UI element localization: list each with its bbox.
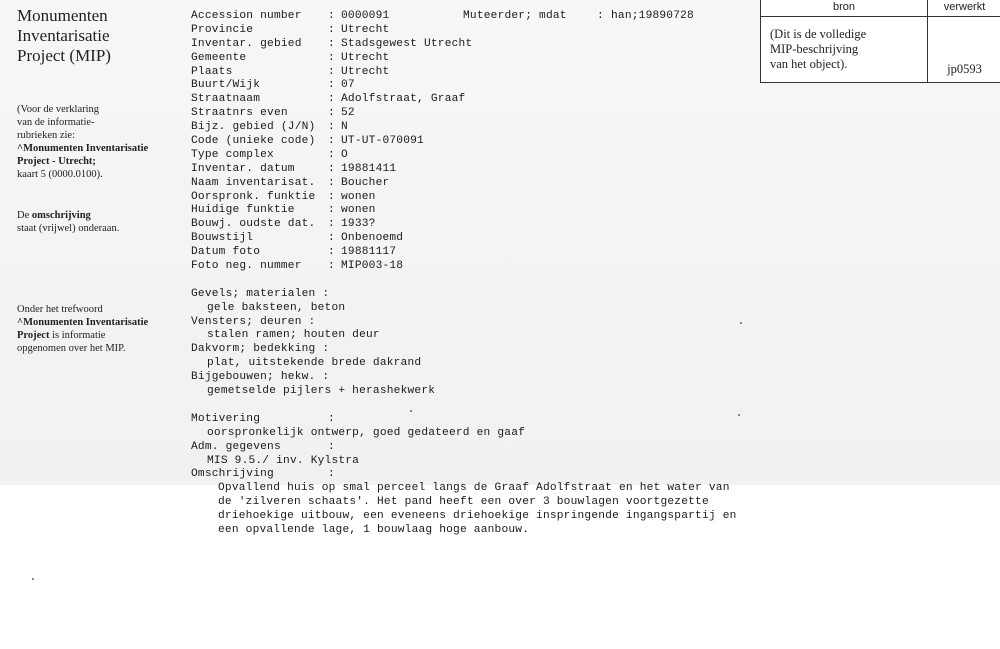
- field-label: Inventar. gebied: [191, 37, 302, 50]
- note-keyword-bold: omschrijving: [31, 210, 91, 221]
- record-fields: [191, 10, 761, 538]
- field-label: Accession number: [191, 10, 302, 22]
- field-label: Oorspronk. funktie: [191, 190, 316, 203]
- field-label: Plaats: [191, 65, 233, 78]
- field-row: [191, 38, 761, 52]
- scan-speck: [740, 322, 742, 324]
- muteerder-label: Muteerder; mdat: [463, 10, 567, 22]
- field-value: O: [341, 148, 348, 161]
- field-row: [191, 107, 761, 121]
- bron-header: bron: [832, 1, 856, 13]
- muteerder-value: han;19890728: [611, 10, 694, 22]
- field-colon: :: [328, 260, 335, 273]
- sidebar-title-line: Monumenten: [17, 6, 108, 25]
- field-label: Inventar. datum: [191, 162, 295, 175]
- material-label: Bijgebouwen; hekw. :: [191, 371, 330, 384]
- field-label: Datum foto: [191, 246, 261, 259]
- bron-text-line: (Dit is de volledige: [770, 27, 867, 41]
- field-row: [191, 121, 761, 135]
- motivering-label: Motivering: [191, 412, 261, 425]
- field-colon: :: [328, 107, 335, 120]
- sidebar-title-line: Inventarisatie: [17, 26, 110, 45]
- field-value: N: [341, 121, 348, 134]
- field-row: [191, 52, 761, 66]
- scan-speck: [738, 414, 740, 416]
- field-row: [191, 177, 761, 191]
- field-value: UT-UT-070091: [341, 135, 424, 148]
- sidebar-note-description: [17, 209, 182, 235]
- field-label: Code (unieke code): [191, 135, 316, 148]
- field-label: Bijz. gebied (J/N): [191, 121, 316, 134]
- field-label: Provincie: [191, 23, 254, 36]
- field-value: 0000091: [341, 10, 390, 22]
- material-label: Vensters; deuren :: [191, 315, 316, 328]
- field-row: [191, 191, 761, 205]
- field-row: [191, 10, 761, 24]
- motivering-value: oorspronkelijk ontwerp, goed gedateerd en gaaf: [207, 426, 526, 439]
- field-colon: :: [328, 162, 335, 175]
- field-row: [191, 204, 761, 218]
- field-colon: :: [328, 232, 335, 245]
- material-value: gele baksteen, beton: [207, 301, 346, 314]
- materials-list: [191, 288, 761, 399]
- note-line: (Voor de verklaring: [17, 104, 100, 115]
- field-row: [191, 24, 761, 38]
- sidebar-note-explanation: [17, 103, 182, 181]
- field-label: Gemeente: [191, 51, 247, 64]
- note-line: rubrieken zie:: [17, 130, 76, 141]
- field-label: Bouwj. oudste dat.: [191, 218, 316, 231]
- verwerkt-header: verwerkt: [943, 1, 986, 13]
- omschrijving-label: Omschrijving: [191, 468, 274, 481]
- field-row: [191, 135, 761, 149]
- note-line: kaart 5 (0000.0100).: [17, 169, 103, 180]
- adm-label: Adm. gegevens: [191, 440, 281, 453]
- field-colon: :: [328, 204, 335, 217]
- bron-table-header: [761, 0, 1000, 17]
- omschrijving-line: Opvallend huis op smal perceel langs de Graaf Adolfstraat en het water van: [218, 482, 730, 495]
- note-line: Onder het trefwoord: [17, 304, 103, 315]
- sidebar: [0, 0, 180, 485]
- field-colon: :: [328, 148, 335, 161]
- field-value: wonen: [341, 204, 376, 217]
- note-reference-bold: Project: [17, 330, 50, 341]
- field-colon: :: [328, 79, 335, 92]
- field-list: [191, 10, 761, 274]
- field-value: 1933?: [341, 218, 376, 231]
- field-colon: :: [597, 10, 604, 22]
- field-colon: :: [328, 190, 335, 203]
- field-colon: :: [328, 93, 335, 106]
- field-row: [191, 232, 761, 246]
- bron-text-line: van het object).: [770, 57, 848, 71]
- field-colon: :: [328, 51, 335, 64]
- material-value: stalen ramen; houten deur: [207, 329, 380, 342]
- field-colon: :: [328, 246, 335, 259]
- omschrijving-line: een opvallende lage, 1 bouwlaag hoge aanbouw.: [218, 523, 530, 536]
- field-row: [191, 260, 761, 274]
- field-label: Straatnaam: [191, 93, 261, 106]
- adm-field: [191, 441, 761, 455]
- field-colon: :: [328, 412, 335, 425]
- field-row: [191, 246, 761, 260]
- omschrijving-line: driehoekige uitbouw, een eveneens driehoekige inspringende ingangspartij en: [218, 510, 737, 523]
- field-colon: :: [328, 176, 335, 189]
- note-text: is informatie: [49, 330, 106, 341]
- motivering-field: [191, 413, 761, 427]
- field-value: 19881117: [341, 246, 397, 259]
- field-value: Stadsgewest Utrecht: [341, 37, 473, 50]
- bron-table: [760, 0, 1000, 83]
- field-row: [191, 218, 761, 232]
- field-label: Bouwstijl: [191, 232, 254, 245]
- field-colon: :: [328, 218, 335, 231]
- field-value: Utrecht: [341, 23, 390, 36]
- field-value: 07: [341, 79, 355, 92]
- note-line: staat (vrijwel) onderaan.: [17, 223, 120, 234]
- field-colon: :: [328, 23, 335, 36]
- sidebar-note-keyword: [17, 303, 182, 355]
- material-label: Dakvorm; bedekking :: [191, 343, 330, 356]
- material-value: gemetselde pijlers + herashekwerk: [207, 385, 436, 398]
- field-row: [191, 163, 761, 177]
- field-label: Straatnrs even: [191, 107, 288, 120]
- field-row: [191, 93, 761, 107]
- field-value: 19881411: [341, 162, 397, 175]
- field-value: MIP003-18: [341, 260, 404, 273]
- note-line: van de informatie-: [17, 117, 95, 128]
- note-text: De: [17, 210, 32, 221]
- scan-speck: [410, 410, 412, 412]
- field-row: [191, 79, 761, 93]
- field-colon: :: [328, 37, 335, 50]
- field-value: Utrecht: [341, 65, 390, 78]
- field-value: Utrecht: [341, 51, 390, 64]
- material-label: Gevels; materialen :: [191, 287, 330, 300]
- field-colon: :: [328, 10, 335, 22]
- material-value: plat, uitstekende brede dakrand: [207, 357, 422, 370]
- field-row: [191, 66, 761, 80]
- scan-speck: [32, 578, 34, 580]
- sidebar-title: [17, 6, 177, 66]
- field-label: Naam inventarisat.: [191, 176, 316, 189]
- field-label: Foto neg. nummer: [191, 260, 302, 273]
- bron-description: [770, 27, 920, 72]
- field-colon: :: [328, 468, 335, 481]
- field-value: 52: [341, 107, 355, 120]
- field-label: Type complex: [191, 148, 274, 161]
- note-reference-bold: Project - Utrecht;: [17, 156, 96, 167]
- field-label: Buurt/Wijk: [191, 79, 261, 92]
- field-value: Adolfstraat, Graaf: [341, 93, 466, 106]
- field-value: Onbenoemd: [341, 232, 404, 245]
- bron-text-line: MIP-beschrijving: [770, 42, 859, 56]
- field-colon: :: [328, 135, 335, 148]
- field-colon: :: [328, 440, 335, 453]
- field-label: Huidige funktie: [191, 204, 295, 217]
- field-value: wonen: [341, 190, 376, 203]
- field-row: [191, 149, 761, 163]
- omschrijving-field: [191, 468, 761, 482]
- note-reference-bold: ^Monumenten Inventarisatie: [17, 143, 149, 154]
- field-colon: :: [328, 121, 335, 134]
- note-reference-bold: ^Monumenten Inventarisatie: [17, 317, 149, 328]
- field-value: Boucher: [341, 176, 390, 189]
- note-line: opgenomen over het MIP.: [17, 343, 126, 354]
- field-colon: :: [328, 65, 335, 78]
- verwerkt-code: jp0593: [947, 62, 982, 76]
- omschrijving-line: de 'zilveren schaats'. Het pand heeft een over 3 bouwlagen voortgezette: [218, 496, 709, 509]
- adm-value: MIS 9.5./ inv. Kylstra: [207, 454, 360, 467]
- sidebar-title-line: Project (MIP): [17, 46, 111, 65]
